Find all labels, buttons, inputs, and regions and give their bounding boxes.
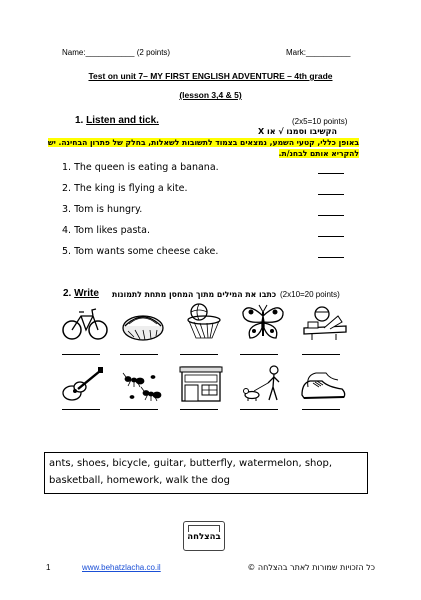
picture-blank-1[interactable] <box>62 354 100 355</box>
section1-heading <box>75 115 159 126</box>
shop-icon <box>178 363 224 403</box>
page-number: 1 <box>46 563 51 572</box>
answer-blank-3[interactable] <box>318 215 344 216</box>
butterfly-icon <box>240 302 286 342</box>
walk-the-dog-icon <box>242 363 288 403</box>
name-field-label: Name:___________ (2 points) <box>62 48 171 57</box>
ants-icon <box>118 365 164 405</box>
answer-blank-2[interactable] <box>318 194 344 195</box>
section1-note-line1: באופן כללי, קטעי השמע, נמצאים בצמוד לתשובות לשאלות, בחלק של פתרון הבחינה. יש <box>47 138 359 147</box>
copyright-notice: כל הזכויות שמורות לאתר בהצלחה © <box>247 563 375 572</box>
section2-heading <box>63 288 99 299</box>
mark-field-label: Mark:__________ <box>286 48 351 57</box>
section1-points: (2x5=10 points) <box>292 117 348 126</box>
section1-number: 1. <box>75 115 84 126</box>
answer-blank-4[interactable] <box>318 236 344 237</box>
question-3: 3. Tom is hungry. <box>62 204 143 215</box>
picture-blank-10[interactable] <box>302 409 340 410</box>
picture-blank-9[interactable] <box>240 409 278 410</box>
picture-blank-5[interactable] <box>302 354 340 355</box>
picture-blank-8[interactable] <box>180 409 218 410</box>
question-2: 2. The king is flying a kite. <box>62 183 188 194</box>
homework-icon <box>302 302 348 342</box>
section1-note-line2: להקריא אותם לבחנ/ת. <box>278 149 359 158</box>
picture-blank-7[interactable] <box>120 409 158 410</box>
section2-title: Write <box>74 288 99 299</box>
picture-blank-4[interactable] <box>240 354 278 355</box>
logo-text: בהצלחה <box>187 532 221 542</box>
picture-blank-2[interactable] <box>120 354 158 355</box>
picture-blank-3[interactable] <box>180 354 218 355</box>
answer-blank-5[interactable] <box>318 257 344 258</box>
bicycle-icon <box>62 304 108 344</box>
shoes-icon <box>300 365 346 405</box>
behatzlacha-logo <box>183 521 225 551</box>
section1-title: Listen and tick. <box>86 115 159 126</box>
word-bank: ants, shoes, bicycle, guitar, butterfly, watermelon, shop, basketball, homework, walk the dog <box>44 452 368 494</box>
section2-number: 2. <box>63 288 72 299</box>
section1-instruction: הקשיבו וסמנו √ או X <box>258 127 337 136</box>
website-link[interactable]: www.behatzlacha.co.il <box>82 563 161 572</box>
picture-blank-6[interactable] <box>62 409 100 410</box>
guitar-icon <box>60 365 106 405</box>
section2-instruction: כתבו את המילים מתוך המחסן מתחת לתמונות <box>112 290 277 299</box>
test-title: Test on unit 7– MY FIRST ENGLISH ADVENTURE – 4th grade <box>88 71 333 81</box>
section2-points: (2x10=20 points) <box>280 290 340 299</box>
watermelon-icon <box>120 304 166 344</box>
question-5: 5. Tom wants some cheese cake. <box>62 246 219 257</box>
answer-blank-1[interactable] <box>318 173 344 174</box>
question-4: 4. Tom likes pasta. <box>62 225 150 236</box>
test-subtitle: (lesson 3,4 & 5) <box>179 90 242 100</box>
basketball-icon <box>180 302 226 342</box>
question-1: 1. The queen is eating a banana. <box>62 162 219 173</box>
